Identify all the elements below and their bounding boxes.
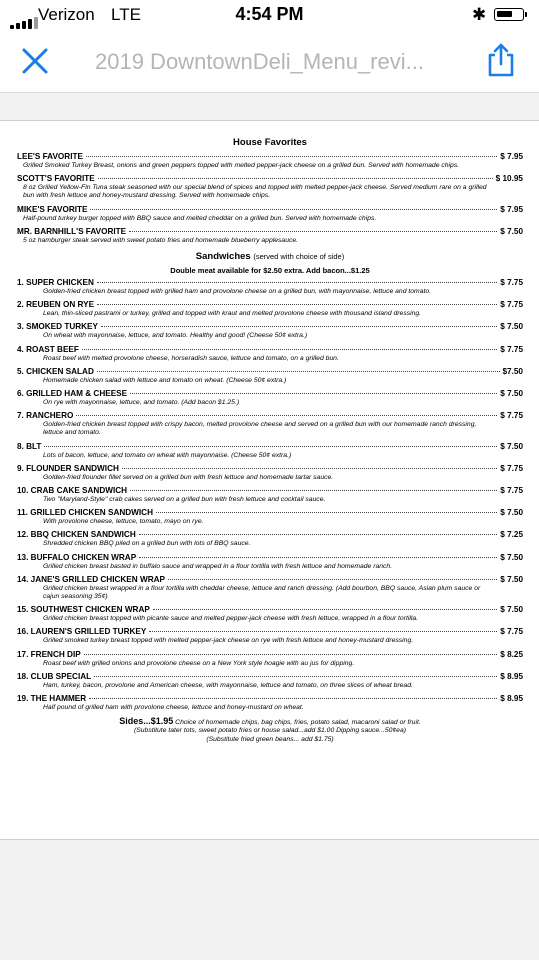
menu-item-price: $ 7.50 [500,605,523,615]
document-nav-bar [0,30,539,93]
menu-item-name: 7. RANCHERO [17,411,74,421]
menu-item-name: 1. SUPER CHICKEN [17,278,94,288]
menu-item-row [17,464,523,474]
dot-leader [84,654,498,655]
menu-item [17,152,523,170]
menu-item-description: Grilled Smoked Turkey Breast, onions and green peppers topped with melted pepper-jack cheese on a grilled bun. Served with homemade chips. [23,162,460,169]
dot-leader [44,446,497,447]
dot-leader [139,534,498,535]
battery-icon [494,8,524,21]
menu-item [17,672,523,690]
menu-item-name: 12. BBQ CHICKEN SANDWICH [17,530,136,540]
menu-item [17,411,523,437]
menu-item-row [17,650,523,660]
menu-item-row [17,227,523,237]
clock: 4:54 PM [235,4,304,24]
menu-item-description: Lean, thin-sliced pastrami or turkey, grilled and topped with kraut and melted provolone cheese with thousand island dressing. [43,310,422,318]
menu-item-price: $ 8.25 [500,649,523,659]
menu-item-name: 8. BLT [17,441,42,451]
menu-item-description: On wheat with mayonnaise, lettuce, and tomato. Healthy and good! (Cheese 50¢ extra.) [43,332,308,340]
dot-leader [153,609,497,610]
menu-item-name: 5. CHICKEN SALAD [17,366,94,376]
menu-item-name: 16. LAUREN'S GRILLED TURKEY [17,627,147,637]
menu-item-price: $ 8.95 [500,671,523,681]
menu-item-description: Golden-fried flounder fillet served on a grilled bun with fresh lettuce and homemade tartar sauce. [43,473,334,481]
sides-section [17,717,523,744]
dot-leader [168,579,497,580]
menu-item-price: $ 7.50 [500,552,523,562]
dot-leader [130,490,497,491]
menu-item [17,605,523,623]
menu-item-price: $ 7.50 [500,574,523,584]
menu-item [17,650,523,668]
menu-item-row [17,627,523,637]
menu-item [17,442,523,460]
menu-item-row [17,672,523,682]
menu-item-name: 10. CRAB CAKE SANDWICH [17,486,128,496]
menu-item-row [17,345,523,355]
menu-item-price: $ 7.75 [500,486,523,496]
sandwiches-title: Sandwiches [195,251,251,263]
menu-item-name: 11. GRILLED CHICKEN SANDWICH [17,508,154,518]
menu-item-name: 6. GRILLED HAM & CHEESE [17,389,128,399]
menu-item-description: Grilled chicken breast wrapped in a flour tortilla with cheddar cheese, lettuce and ranch dressing. (Add bourbon, BBQ sauce, Asian plum sauce or cajun seasoning 35¢) [43,584,481,601]
menu-item-row [17,174,523,184]
menu-item-row [17,300,523,310]
menu-item-price: $ 10.95 [495,174,523,184]
close-icon[interactable] [18,44,52,78]
menu-item-name: 17. FRENCH DIP [17,649,81,659]
house-favorites-title: House Favorites [233,137,307,148]
menu-item-row [17,508,523,518]
menu-item [17,278,523,296]
sides-choices: Choice of homemade chips, bag chips, fries, potato salad, macaroni salad or fruit. [175,719,421,727]
dot-leader [139,557,497,558]
menu-item [17,464,523,482]
menu-item [17,627,523,645]
menu-item-name: 4. ROAST BEEF [17,344,79,354]
menu-item-price: $ 7.75 [500,627,523,637]
dot-leader [101,326,497,327]
dot-leader [97,371,500,372]
dot-leader [149,631,497,632]
menu-item [17,486,523,504]
menu-item-price: $ 7.75 [500,463,523,473]
menu-item-row [17,442,523,452]
menu-item-row [17,322,523,332]
menu-item-description: Homemade chicken salad with lettuce and tomato on wheat. (Cheese 50¢ extra.) [43,376,287,384]
menu-item [17,227,523,245]
menu-item-description: 8 oz Grilled Yellow-Fin Tuna steak seasoned with our special blend of spices and topped with melted pepper-jack cheese. Served medium rare on a grilled bun with fresh lettuce and honey-mustard dressing. Served with homemade chips. [23,184,487,200]
menu-item-description: 5 oz hamburger steak served with sweet potato fries and homemade blueberry applesauce. [23,236,299,244]
menu-item-price: $ 7.75 [500,278,523,288]
menu-item-description: Golden-fried chicken breast topped with crispy bacon, melted provolone cheese and served on a grilled bun with our homemade ranch dressing, lettuce and tomato. [43,421,477,437]
menu-item-description: Shredded chicken BBQ piled on a grilled bun with lots of BBQ sauce. [43,540,251,548]
network-type: LTE [111,5,141,24]
menu-item-description: Two "Maryland-Style" crab cakes served on a grilled bun with fresh lettuce and cocktail sauce. [43,496,326,504]
menu-item-price: $ 8.95 [500,694,523,704]
dot-leader [90,209,497,210]
dot-leader [130,393,497,394]
menu-item-description: Roast beef with melted provolone cheese, horseradish sauce, lettuce and tomato, on a grilled bun. [43,354,339,362]
dot-leader [156,512,497,513]
menu-item-row [17,389,523,399]
dot-leader [98,178,493,179]
menu-item-name: 2. REUBEN ON RYE [17,300,95,310]
dot-leader [89,698,497,699]
menu-item-price: $ 7.50 [500,441,523,451]
sides-line-2: (Substitute tater tots, sweet potato fries or house salad...add $1.00 Dipping sauce...50¢ea) [133,727,407,735]
menu-item-name: 13. BUFFALO CHICKEN WRAP [17,552,137,562]
dot-leader [86,156,497,157]
menu-item-row [17,605,523,615]
dot-leader [82,349,497,350]
menu-item-price: $ 7.25 [500,530,523,540]
menu-item-row [17,205,523,215]
menu-item [17,205,523,223]
dot-leader [94,676,497,677]
menu-item-price: $7.50 [502,366,523,376]
menu-item-row [17,152,523,162]
dot-leader [76,415,497,416]
menu-item-row [17,553,523,563]
menu-item [17,508,523,526]
menu-item [17,389,523,407]
sides-line-3: (Substitute fried green beans... add $1.75) [206,735,334,743]
menu-item [17,322,523,340]
menu-item-name: 15. SOUTHWEST CHICKEN WRAP [17,605,150,615]
menu-item [17,300,523,318]
sandwiches-note: Double meat available for $2.50 extra. Add bacon...$1.25 [170,266,370,276]
menu-item [17,575,523,601]
document-page[interactable] [0,120,539,840]
menu-item-name: LEE'S FAVORITE [17,152,83,161]
sides-line-1 [17,717,523,727]
menu-item-price: $ 7.75 [500,344,523,354]
dot-leader [97,304,497,305]
menu-item-row [17,367,523,377]
menu-item-name: MR. BARNHILL'S FAVORITE [17,226,127,236]
menu-item [17,694,523,712]
sandwiches-subtitle: (served with choice of side) [253,252,345,262]
menu-item-price: $ 7.95 [500,152,523,161]
menu-item-name: 3. SMOKED TURKEY [17,322,98,332]
menu-item-price: $ 7.75 [500,411,523,421]
menu-item-row [17,530,523,540]
menu-item-name: 19. THE HAMMER [17,694,87,704]
share-icon[interactable] [484,42,518,78]
menu-item-price: $ 7.95 [500,204,523,214]
sandwiches-header [17,251,523,262]
menu-item-description: Ham, turkey, bacon, provolone and American cheese, with mayonnaise, lettuce and tomato, on three slices of wheat bread. [43,681,413,689]
menu-item [17,367,523,385]
menu-item-description: Golden-fried chicken breast topped with grilled ham and provolone cheese on a grilled bun, with mayonnaise, lettuce and tomato. [43,288,432,296]
menu-item-description: Grilled smoked turkey breast topped with melted pepper-jack cheese on rye with fresh lettuce and honey-mustard dressing. [43,637,414,645]
menu-item [17,174,523,200]
menu-item-description: On rye with mayonnaise, lettuce, and tomato. (Add bacon $1.25.) [43,399,240,407]
menu-item-row [17,486,523,496]
menu-item-price: $ 7.50 [500,389,523,399]
menu-item-row [17,694,523,704]
menu-item [17,345,523,363]
menu-item-description: Grilled chicken breast topped with picante sauce and melted pepper-jack cheese with fresh lettuce, wrapped in a flour tortilla. [43,615,419,623]
status-bar [0,0,539,30]
menu-item-description: Lots of bacon, lettuce, and tomato on wheat with mayonnaise. (Cheese 50¢ extra.) [43,451,292,459]
menu-item-description: Roast beef with grilled onions and provolone cheese on a New York style hoagie with au jus for dipping. [43,659,355,667]
menu-item-row [17,575,523,585]
dot-leader [97,282,497,283]
menu-item-name: MIKE'S FAVORITE [17,204,88,214]
menu-item-name: 14. JANE'S GRILLED CHICKEN WRAP [17,574,165,584]
menu-item-name: SCOTT'S FAVORITE [17,174,95,184]
menu-item-name: 18. CLUB SPECIAL [17,671,92,681]
dot-leader [122,468,497,469]
menu-item-description: With provolone cheese, lettuce, tomato, mayo on rye. [43,518,204,526]
menu-item-description: Half-pound turkey burger topped with BBQ sauce and melted cheddar on a grilled bun. Served with homemade chips. [23,214,377,222]
menu-item-row [17,411,523,421]
menu-item [17,553,523,571]
menu-document [17,135,523,744]
sides-label: Sides...$1.95 [119,716,174,727]
document-title: 2019 DowntownDeli_Menu_revi... [95,49,424,74]
menu-item-price: $ 7.75 [500,300,523,310]
menu-item-price: $ 7.50 [500,322,523,332]
menu-item [17,530,523,548]
menu-item-price: $ 7.50 [500,226,523,236]
menu-item-description: Half pound of grilled ham with provolone cheese, lettuce and honey-mustard on wheat. [43,704,304,712]
carrier-name: Verizon [38,5,95,24]
menu-item-description: Grilled chicken breast basted in buffalo sauce and wrapped in a flour tortilla with fresh lettuce and homemade ranch. [43,562,393,570]
sandwiches-list [17,278,523,712]
menu-item-name: 9. FLOUNDER SANDWICH [17,463,119,473]
menu-item-price: $ 7.50 [500,508,523,518]
menu-item-row [17,278,523,288]
dot-leader [129,231,497,232]
bluetooth-icon: ✱ [472,5,487,24]
house-favorites-list [17,152,523,245]
